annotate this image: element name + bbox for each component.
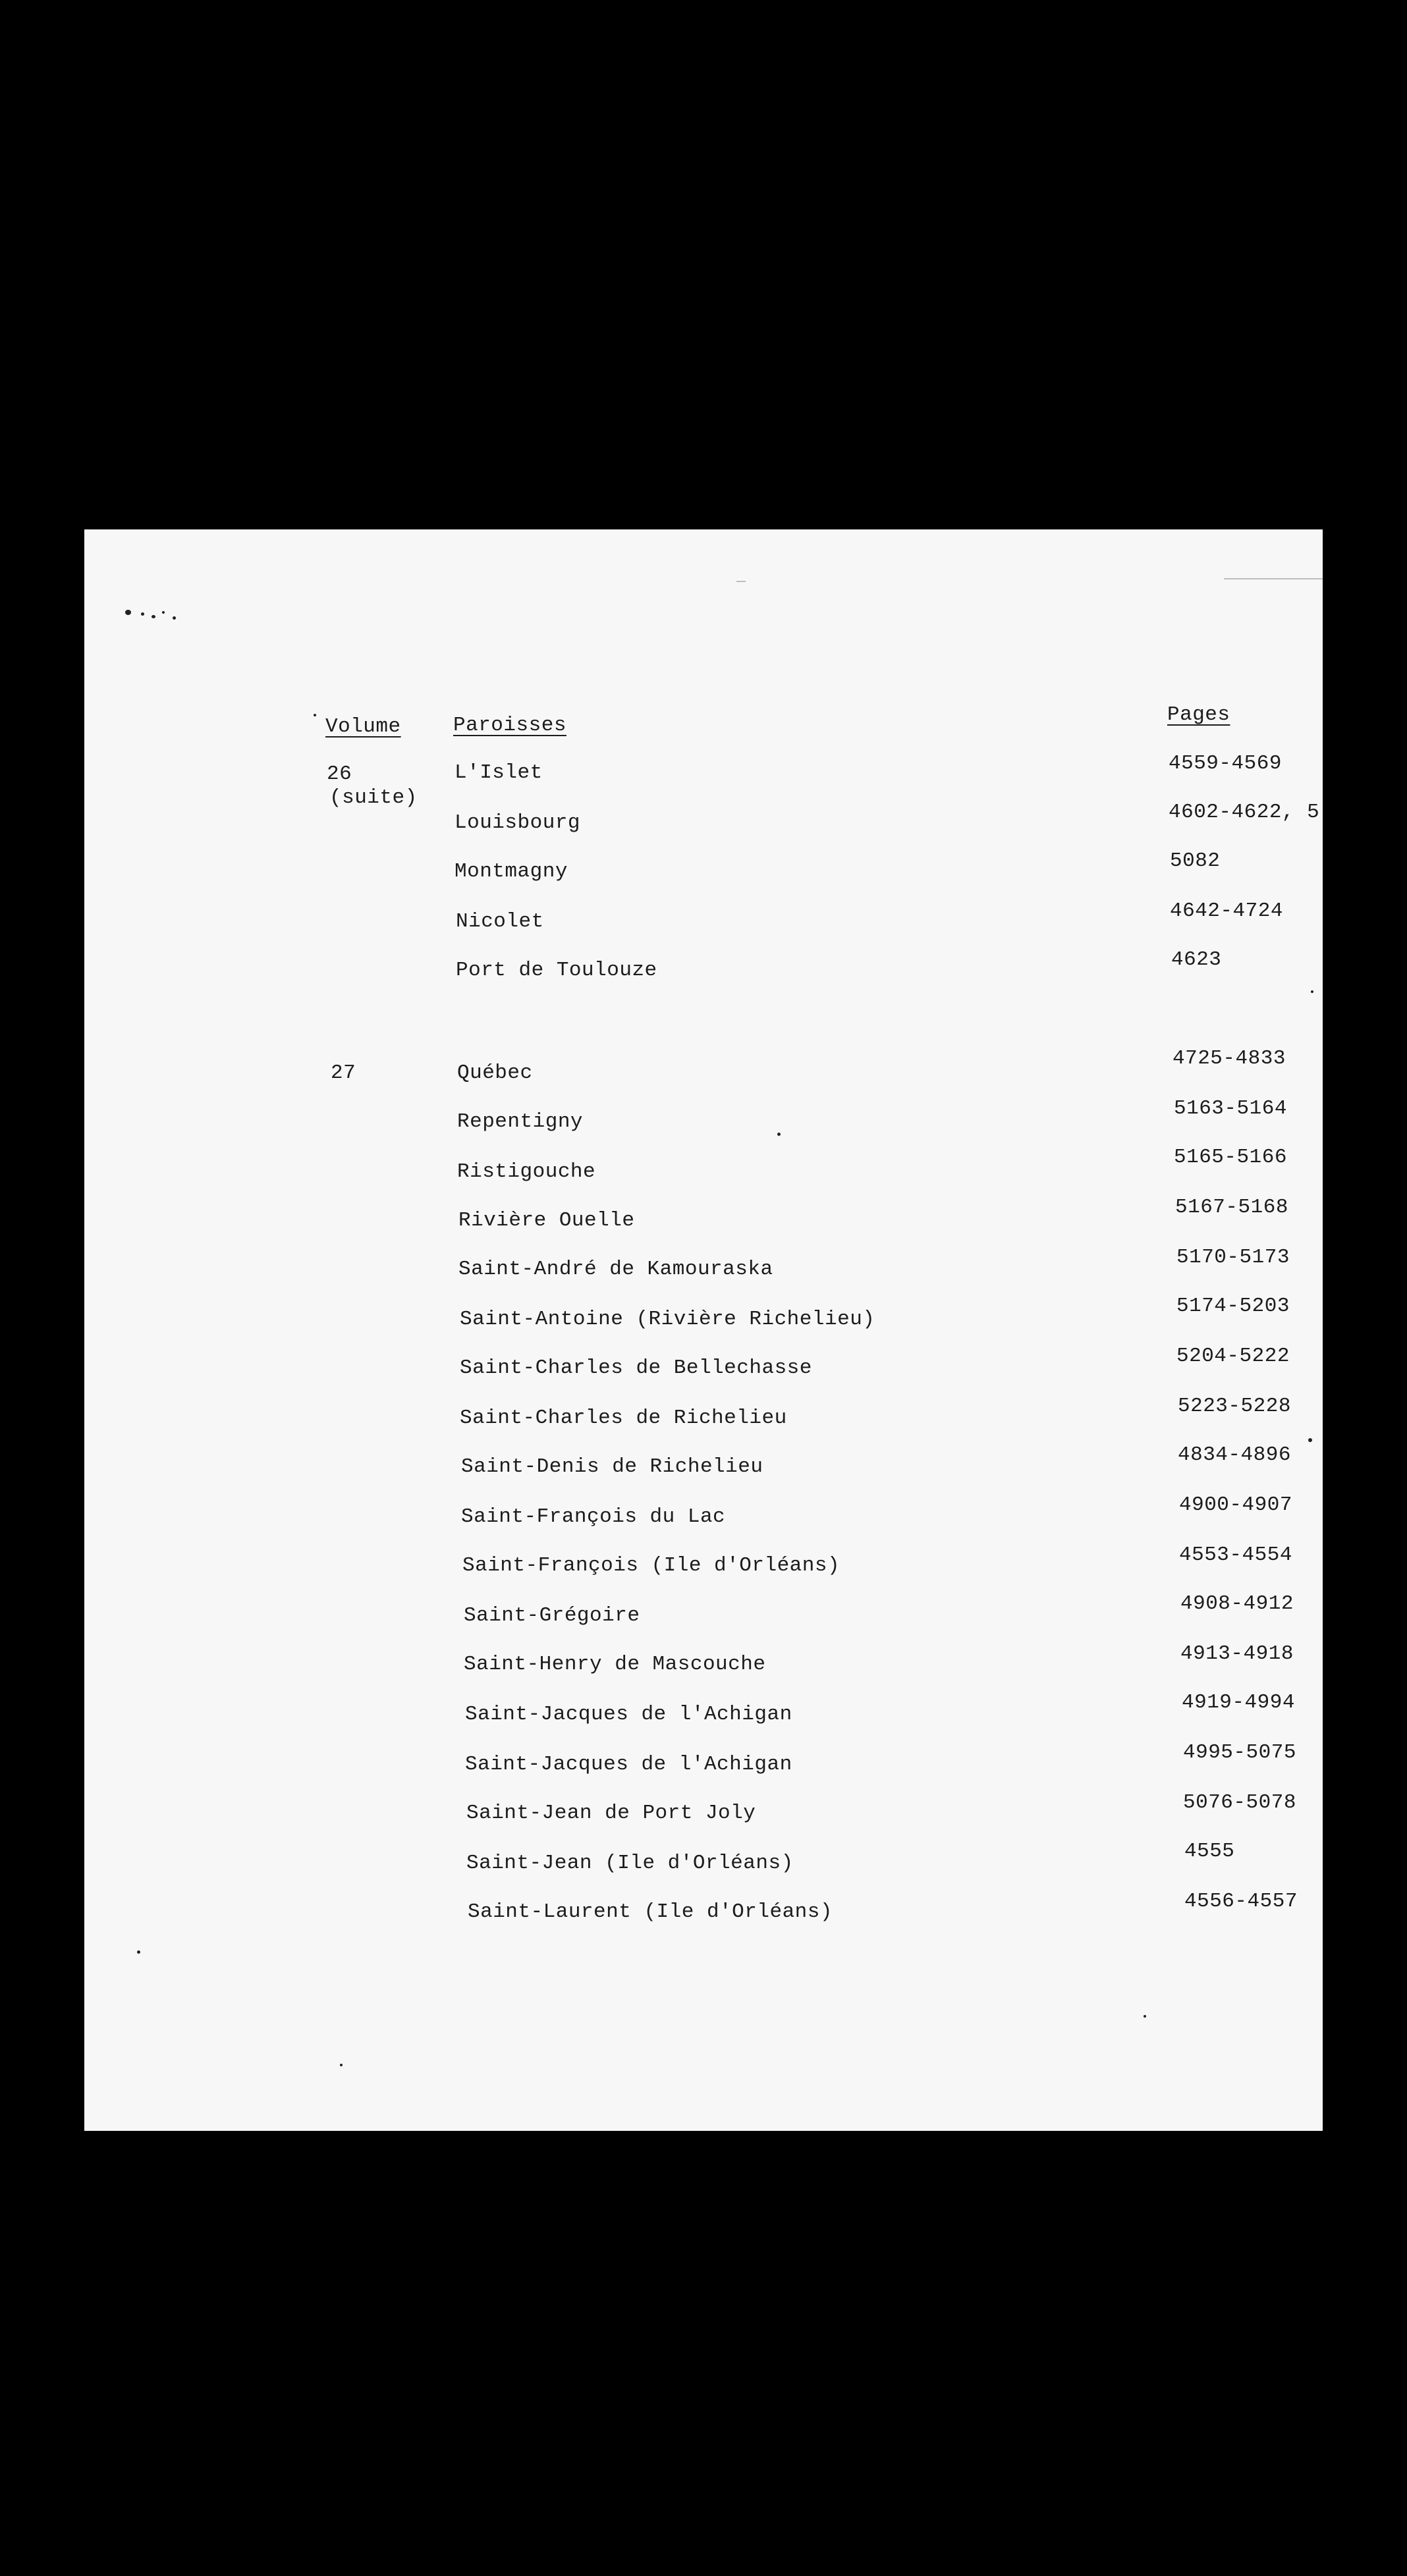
parish-name: Saint-François du Lac: [461, 1505, 726, 1528]
scan-rule: [736, 581, 746, 582]
scan-speck: [162, 611, 165, 614]
scan-speck: [141, 612, 144, 616]
parish-name: Saint-Denis de Richelieu: [461, 1455, 763, 1478]
parish-name: Saint-André de Kamouraska: [458, 1258, 773, 1281]
page-range: 5170-5173: [1176, 1246, 1290, 1269]
parish-name: Louisbourg: [455, 811, 581, 834]
scan-speck: [314, 714, 316, 716]
page-range: 5204-5222: [1176, 1345, 1290, 1368]
parish-name: L'Islet: [455, 761, 543, 784]
page-range: 4555: [1184, 1840, 1235, 1863]
parish-name: Port de Toulouze: [456, 959, 657, 982]
scan-speck: [1144, 2015, 1146, 2018]
page-range: 4913-4918: [1180, 1642, 1294, 1665]
page-range: 4900-4907: [1179, 1493, 1292, 1516]
scan-rule: [1224, 578, 1323, 579]
page-range: 5174-5203: [1176, 1295, 1290, 1318]
parish-name: Saint-Charles de Bellechasse: [460, 1356, 812, 1380]
page-range: 4602-4622, 5: [1169, 801, 1320, 824]
parish-name: Ristigouche: [457, 1160, 596, 1183]
page-range: 4642-4724: [1170, 899, 1283, 923]
document-page: [84, 529, 1323, 2131]
parish-name: Saint-Antoine (Rivière Richelieu): [460, 1308, 875, 1331]
volume-number: 27: [331, 1061, 356, 1085]
parish-name: Saint-Jean (Ile d'Orléans): [466, 1852, 794, 1875]
parish-name: Saint-Grégoire: [464, 1604, 640, 1627]
page-range: 4725-4833: [1172, 1047, 1286, 1070]
parish-name: Nicolet: [456, 910, 544, 933]
page-range: 4908-4912: [1180, 1592, 1294, 1615]
pages-header: Pages: [1167, 703, 1230, 726]
page-range: 4556-4557: [1184, 1890, 1298, 1913]
parishes-header: Paroisses: [453, 714, 566, 737]
parish-name: Saint-Jean de Port Joly: [466, 1802, 756, 1825]
scan-speck: [340, 2064, 343, 2066]
page-range: 4995-5075: [1183, 1741, 1296, 1764]
page-range: 5163-5164: [1174, 1097, 1287, 1120]
parish-name: Québec: [457, 1061, 533, 1085]
scan-speck: [1311, 990, 1313, 993]
scan-speck: [173, 616, 176, 620]
parish-name: Montmagny: [455, 860, 568, 883]
parish-name: Saint-Jacques de l'Achigan: [465, 1753, 792, 1776]
page-range: 4553-4554: [1179, 1543, 1292, 1567]
volume-header: Volume: [325, 715, 401, 738]
scan-speck: [125, 610, 131, 615]
page-range: 4623: [1171, 948, 1222, 971]
volume-note: (suite): [329, 786, 418, 809]
page-range: 5076-5078: [1183, 1791, 1296, 1814]
page-range: 5165-5166: [1174, 1146, 1287, 1169]
page-range: 5082: [1170, 849, 1221, 872]
parish-name: Rivière Ouelle: [458, 1209, 635, 1232]
parish-name: Saint-Henry de Mascouche: [464, 1653, 766, 1676]
page-range: 4919-4994: [1182, 1691, 1295, 1714]
page-range: 4834-4896: [1178, 1443, 1291, 1466]
parish-name: Repentigny: [457, 1110, 584, 1133]
scan-speck: [1308, 1438, 1312, 1442]
volume-number: 26: [327, 763, 352, 786]
parish-name: Saint-Jacques de l'Achigan: [465, 1703, 792, 1726]
scan-speck: [777, 1133, 781, 1136]
scan-speck: [137, 1950, 140, 1954]
parish-name: Saint-François (Ile d'Orléans): [462, 1554, 841, 1577]
page-range: 4559-4569: [1169, 752, 1282, 775]
page-range: 5167-5168: [1175, 1196, 1288, 1219]
parish-name: Saint-Charles de Richelieu: [460, 1407, 787, 1430]
parish-name: Saint-Laurent (Ile d'Orléans): [468, 1900, 833, 1923]
page-range: 5223-5228: [1178, 1395, 1291, 1418]
scan-speck: [152, 615, 155, 618]
